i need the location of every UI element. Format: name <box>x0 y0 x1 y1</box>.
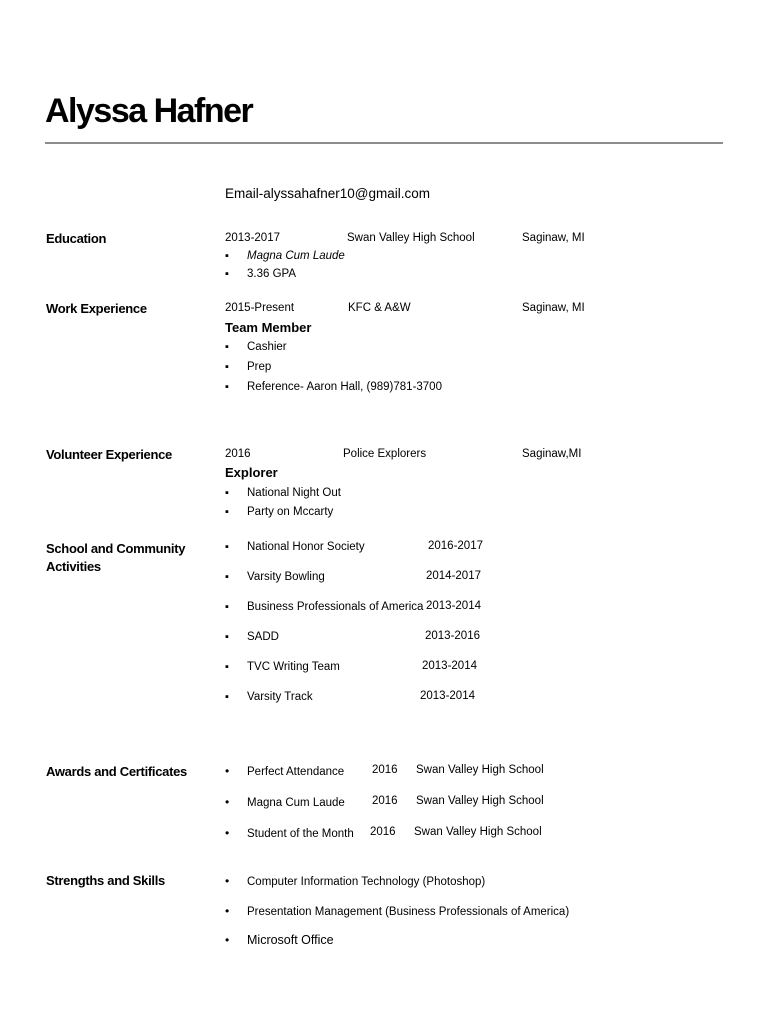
award-year: 2016 <box>372 764 398 776</box>
bullet-marker <box>225 600 247 614</box>
education-bullet: ▪3.36 GPA <box>225 267 296 281</box>
activities-heading: School and Community Activities <box>46 541 186 574</box>
bullet-marker <box>225 795 247 810</box>
activity-years: 2013-2014 <box>420 690 475 702</box>
volunteer-org: Police Explorers <box>343 448 427 460</box>
award-org: Swan Valley High School <box>416 795 544 807</box>
work-bullet: ▪Cashier <box>225 340 287 354</box>
education-school: Swan Valley High School <box>347 232 475 244</box>
activity-item: ▪TVC Writing Team <box>225 660 340 674</box>
bullet-marker <box>225 904 247 919</box>
activity-years: 2013-2014 <box>426 600 481 612</box>
bullet-marker <box>225 540 247 554</box>
award-org: Swan Valley High School <box>414 826 542 838</box>
activity-item: ▪SADD <box>225 630 279 644</box>
activity-item: ▪National Honor Society <box>225 540 365 554</box>
award-item: •Magna Cum Laude <box>225 795 345 810</box>
award-item: • Perfect Attendance <box>225 764 344 779</box>
activity-item: ▪Varsity Bowling <box>225 570 325 584</box>
activity-years: 2013-2016 <box>425 630 480 642</box>
skills-heading: Strengths and Skills <box>46 873 165 888</box>
education-bullet: ▪Magna Cum Laude <box>225 249 345 263</box>
award-year: 2016 <box>370 826 396 838</box>
work-location: Saginaw, MI <box>522 302 585 314</box>
skill-item: •Presentation Management (Business Professionals of America) <box>225 904 569 919</box>
bullet-marker <box>225 570 247 584</box>
skill-item: •Microsoft Office <box>225 933 334 947</box>
volunteer-location: Saginaw,MI <box>522 448 582 460</box>
award-org: Swan Valley High School <box>416 764 544 776</box>
activity-item: ▪Varsity Track <box>225 690 313 704</box>
work-role: Team Member <box>225 320 312 335</box>
work-heading: Work Experience <box>46 301 147 316</box>
bullet-marker <box>225 826 247 841</box>
education-heading: Education <box>46 231 107 246</box>
education-location: Saginaw, MI <box>522 232 585 244</box>
volunteer-heading: Volunteer Experience <box>46 447 172 462</box>
bullet-marker <box>225 486 247 500</box>
activity-item: ▪Business Professionals of America <box>225 600 423 614</box>
work-bullet: ▪Prep <box>225 360 271 374</box>
bullet-marker <box>225 630 247 644</box>
volunteer-bullet: ▪National Night Out <box>225 486 341 500</box>
resume-name: Alyssa Hafner <box>45 92 253 130</box>
work-employer: KFC & A&W <box>348 302 411 314</box>
awards-heading: Awards and Certificates <box>46 764 187 779</box>
title-divider <box>45 142 723 144</box>
activity-years: 2016-2017 <box>428 540 483 552</box>
work-bullet: ▪Reference- Aaron Hall, (989)781-3700 <box>225 380 442 394</box>
bullet-marker <box>225 933 247 947</box>
work-years: 2015-Present <box>225 302 295 314</box>
bullet-marker <box>225 660 247 674</box>
education-years: 2013-2017 <box>225 232 280 244</box>
bullet-marker <box>225 340 247 354</box>
award-year: 2016 <box>372 795 398 807</box>
bullet-marker <box>225 380 247 394</box>
volunteer-role: Explorer <box>225 465 278 480</box>
bullet-marker <box>225 690 247 704</box>
bullet-marker <box>225 764 247 779</box>
email-line: Email-alyssahafner10@gmail.com <box>225 186 431 201</box>
activity-years: 2013-2014 <box>422 660 477 672</box>
volunteer-bullet: ▪Party on Mccarty <box>225 505 333 519</box>
skill-item: • Computer Information Technology (Photoshop) <box>225 874 485 889</box>
volunteer-years: 2016 <box>225 448 251 460</box>
bullet-marker <box>225 249 247 263</box>
award-item: •Student of the Month <box>225 826 354 841</box>
bullet-marker <box>225 267 247 281</box>
bullet-marker <box>225 874 247 889</box>
bullet-marker <box>225 360 247 374</box>
activity-years: 2014-2017 <box>426 570 481 582</box>
bullet-marker <box>225 505 247 519</box>
